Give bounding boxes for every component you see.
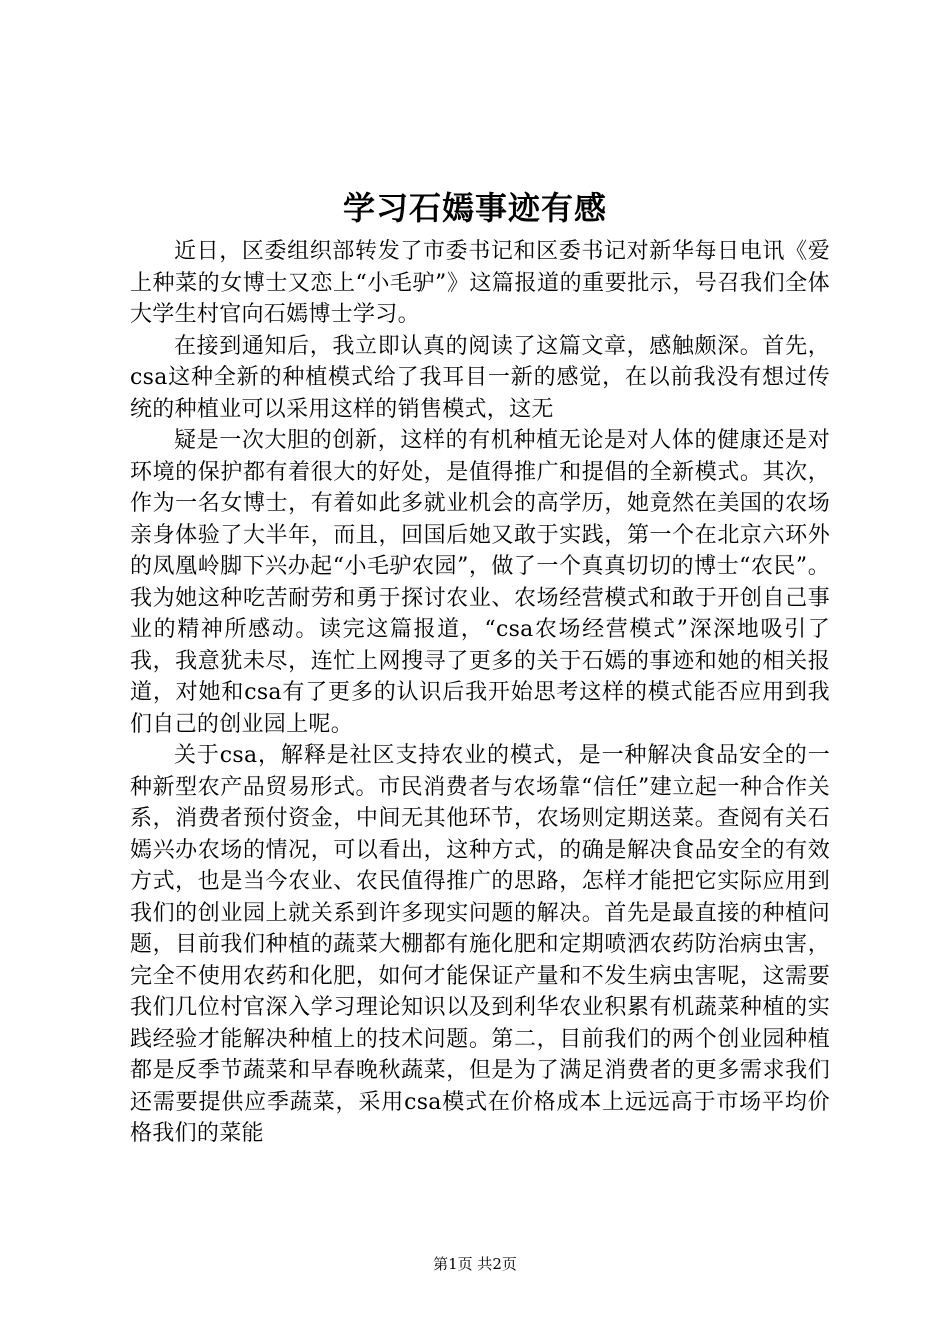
document-title: 学习石嫣事迹有感 <box>342 189 607 227</box>
paragraph-1: 近日，区委组织部转发了市委书记和区委书记对新华每日电讯《爱上种菜的女博士又恋上“小毛驴”》这篇报道的重要批示，号召我们全体大学生村官向石嫣博士学习。 <box>130 239 830 327</box>
page-footer: 第1页 共2页 <box>433 1255 517 1273</box>
document-body <box>130 236 830 1150</box>
paragraph-3: 疑是一次大胆的创新，这样的有机种植无论是对人体的健康还是对环境的保护都有着很大的好处，是值得推广和提倡的全新模式。其次，作为一名女博士，有着如此多就业机会的高学历，她竟然在美国的农场亲身体验了大半年，而且，回国后她又敢于实践，第一个在北京六环外的凤凰岭脚下兴办起“小毛驴农园”，做了一个真真切切的博士“农民”。我为她这种吃苦耐劳和勇于探讨农业、农场经营模式和敢于开创自己事业的精神所感动。读完这篇报道，“csa农场经营模式”深深地吸引了我，我意犹未尽，连忙上网搜寻了更多的关于石嫣的事迹和她的相关报道，对她和csa有了更多的认识后我开始思考这样的模式能否应用到我们自己的创业园上呢。 <box>130 428 830 737</box>
paragraph-4: 关于csa，解释是社区支持农业的模式，是一种解决食品安全的一种新型农产品贸易形式。市民消费者与农场靠“信任”建立起一种合作关系，消费者预付资金，中间无其他环节，农场则定期送菜。查阅有关石嫣兴办农场的情况，可以看出，这种方式，的确是解决食品安全的有效方式，也是当今农业、农民值得推广的思路，怎样才能把它实际应用到我们的创业园上就关系到许多现实问题的解决。首先是最直接的种植问题，目前我们种植的蔬菜大棚都有施化肥和定期喷洒农药防治病虫害，完全不使用农药和化肥，如何才能保证产量和不发生病虫害呢，这需要我们几位村官深入学习理论知识以及到利华农业积累有机蔬菜种植的实践经验才能解决种植上的技术问题。第二，目前我们的两个创业园种植都是反季节蔬菜和早春晚秋蔬菜，但是为了满足消费者的更多需求我们还需要提供应季蔬菜，采用csa模式在价格成本上远远高于市场平均价格我们的菜能 <box>130 743 830 1146</box>
paragraph-2: 在接到通知后，我立即认真的阅读了这篇文章，感触颇深。首先，csa这种全新的种植模式给了我耳目一新的感觉，在以前我没有想过传统的种植业可以采用这样的销售模式，这无 <box>130 333 830 422</box>
